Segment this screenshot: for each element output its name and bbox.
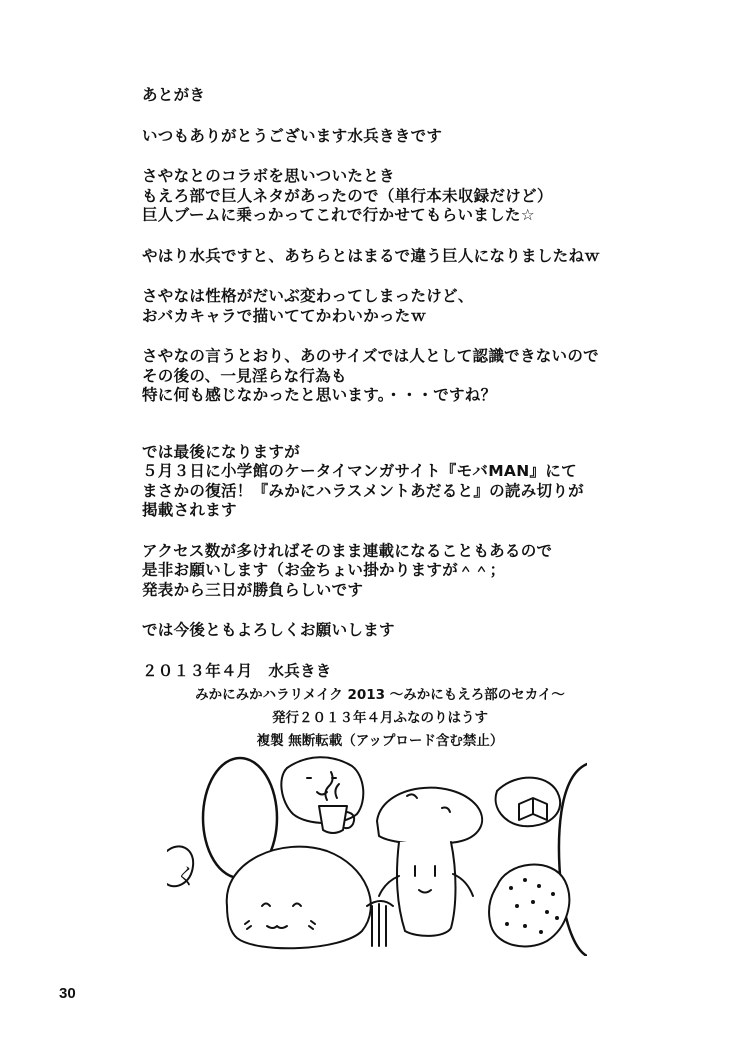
afterword-line: では今後ともよろしくお願いします <box>142 621 395 639</box>
center-mushroom-stem <box>397 842 456 936</box>
afterword-line: おバカキャラで描いててかわいかったｗ <box>142 306 427 325</box>
afterword-paragraph <box>142 86 702 106</box>
afterword-signature: ２０１３年４月 水兵きき <box>142 661 332 680</box>
afterword-line: 特に何も感じなかったと思います。・・・ですね？ <box>142 386 497 404</box>
afterword-line: 巨人ブームに乗っかってこれで行かせてもらいました☆ <box>142 206 535 224</box>
afterword-paragraph <box>142 443 702 521</box>
left-mushroom-cap <box>227 847 371 949</box>
afterword-line: さやなは性格がだいぶ変わってしまったけど、 <box>142 287 474 305</box>
afterword-paragraph <box>142 287 702 326</box>
afterword-paragraph <box>142 621 702 641</box>
afterword-line: その後の、一見淫らな行為も <box>142 366 347 385</box>
mushroom-illustration <box>167 756 587 956</box>
center-mushroom-cap <box>377 788 482 844</box>
colophon <box>150 684 610 753</box>
afterword-line: まさかの復活！『みかにハラスメントあだると』の読み切りが <box>142 481 584 500</box>
afterword-paragraph <box>142 167 702 226</box>
cup <box>319 806 347 833</box>
afterword-paragraph <box>142 542 702 601</box>
afterword-line: やはり水兵ですと、あちらとはまるで違う巨人になりましたねｗ <box>142 246 601 265</box>
afterword-line: もえろ部で巨人ネタがあったので（単行本未収録だけど） <box>142 186 553 205</box>
afterword-paragraph <box>142 127 702 147</box>
colophon-title: みかにみかハラリメイク 2013 〜みかにもえろ部のセカイ〜 <box>195 687 565 703</box>
afterword-text <box>142 86 702 702</box>
afterword-paragraph <box>142 662 702 682</box>
dotted-mushroom <box>489 865 569 947</box>
afterword-line: さやなの言うとおり、あのサイズでは人として認識できないので <box>142 347 599 365</box>
afterword-line: いつもありがとうございます水兵ききです <box>142 126 443 145</box>
colophon-copyright: 複製 無断転載（アップロード含む禁止） <box>256 733 504 749</box>
afterword-heading: あとがき <box>142 86 206 104</box>
afterword-line: 掲載されます <box>142 501 237 519</box>
afterword-paragraph <box>142 347 702 406</box>
afterword-line: では最後になりますが <box>142 442 301 461</box>
edge-balloon <box>559 764 587 956</box>
afterword-paragraph <box>142 247 702 267</box>
afterword-line: 是非お願いします（お金ちょい掛かりますが＾＾； <box>142 561 506 579</box>
speech-mark: く <box>175 865 198 890</box>
afterword-line: アクセス数が多ければそのまま連載になることもあるので <box>142 541 553 560</box>
afterword-line: さやなとのコラボを思いついたとき <box>142 167 395 185</box>
colophon-publisher: 発行２０１３年４月ふなのりはうす <box>272 710 488 726</box>
afterword-line: ５月３日に小学館のケータイマンガサイト『モバMAN』にて <box>142 462 577 480</box>
afterword-line: 発表から三日が勝負らしいです <box>142 580 364 599</box>
page-number: 30 <box>59 985 76 1002</box>
